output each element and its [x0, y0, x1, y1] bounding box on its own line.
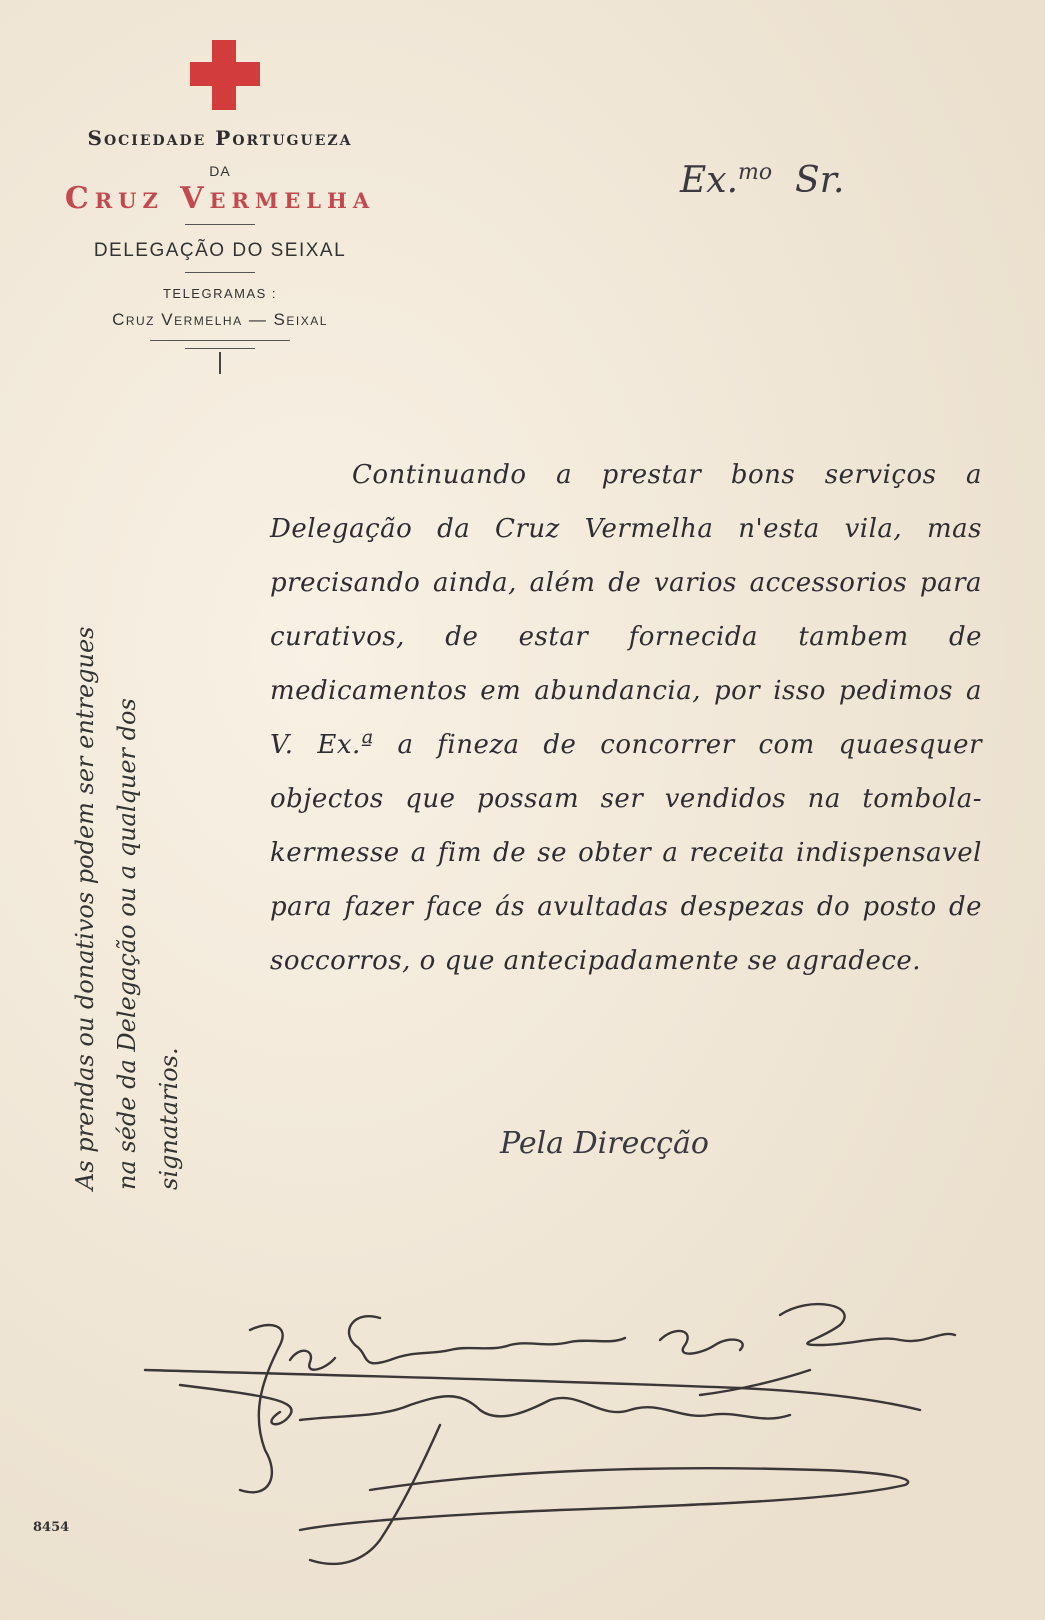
tick-mark: [219, 352, 221, 374]
letter-body: Continuando a prestar bons serviços a Delegação da Cruz Vermelha n'esta vila, mas precisando ainda, além de varios accessorios para curativos, de estar fornecida tambem de medicamentos em abundancia, por isso pedimos a V. Ex.ª a fineza de concorrer com quaesquer objectos que possam ser vendidos na tombola-kermesse a fim de se obter a receita indispensavel para fazer face ás avultadas despezas do posto de soccorros, o que antecipadamente se agradece.: [270, 460, 982, 976]
telegrams-label: TELEGRAMAS :: [162, 286, 278, 301]
divider: [185, 224, 255, 225]
reference-number: 8454: [33, 1520, 70, 1535]
salutation-superscript: mo: [738, 160, 773, 185]
divider: [185, 272, 255, 273]
handwritten-signature: [140, 1300, 1000, 1600]
divider: [150, 340, 290, 341]
red-cross-logo: [186, 36, 264, 114]
salutation-ex: Ex.: [680, 160, 739, 201]
society-name: Sociedade Portugueza: [87, 126, 353, 150]
delegation-name: DELEGAÇÃO DO SEIXAL: [93, 240, 347, 261]
divider: [185, 348, 255, 349]
organization-name: Cruz Vermelha: [64, 181, 376, 216]
telegram-address: Cruz Vermelha — Seixal: [112, 310, 328, 329]
da-label: DA: [209, 163, 231, 179]
side-note: As prendas ou donativos podem ser entregues na séde da Delegação ou a qualquer dos signatarios.: [71, 626, 183, 1190]
salutation: [680, 160, 844, 201]
salutation-sr: Sr.: [795, 160, 845, 201]
closing-line: Pela Direcção: [500, 1126, 709, 1161]
